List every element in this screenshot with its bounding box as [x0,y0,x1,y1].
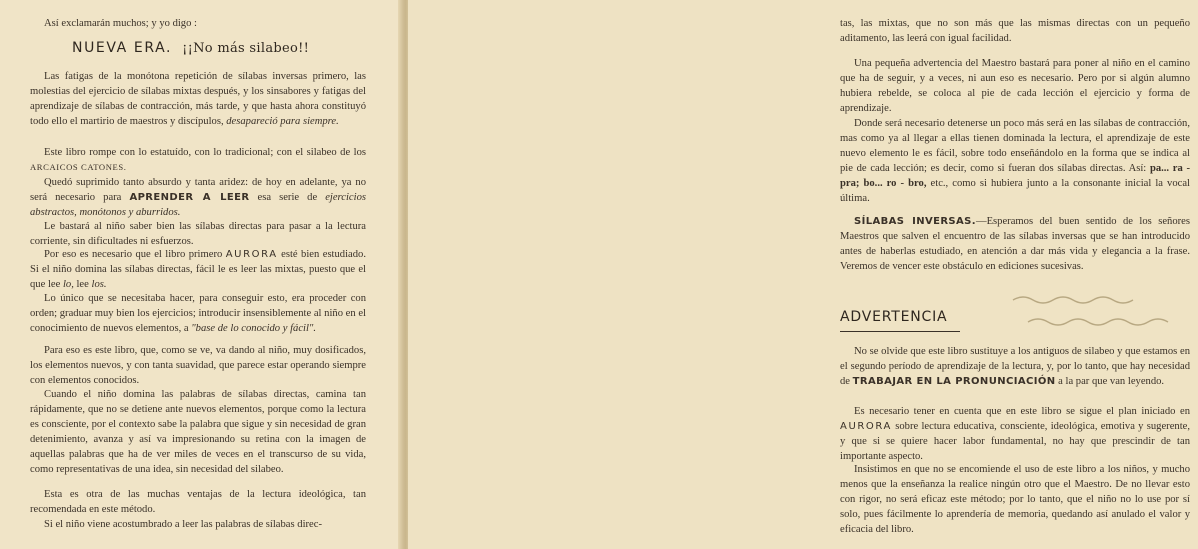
paragraph-8: Cuando el niño domina las palabras de sílabas directas, camina tan rápidamente, que no se detiene ante nuevos elementos, porque como la lectura es consciente, por el contexto sabe la palabra que sigue y sin necesidad de gran detenimiento, avanza y así va impresionando su retina con la imagen de aquellas palabras que ha de ver miles de veces en el transcurso de su vida, como representativas de una idea, sin necesidad del silabeo. [30,389,366,476]
paragraph-1: Las fatigas de la monótona repetición de sílabas inversas primero, las molestias del ejercicio de sílabas mixtas después, y los sinsabores y fatigas del aprendizaje de sílabas de contracción, más tarde, y que hasta ahora constituyó todo ello el martirio de maestros y discípulos, desapareció para siempre. [30,71,366,128]
page-heading [72,40,309,56]
paragraph-9: Esta es otra de las muchas ventajas de la lectura ideológica, tan recomendada en este método. [30,489,366,516]
paragraph-r4: SÍLABAS INVERSAS.—Esperamos del buen sentido de los señores Maestros que salven el encuentro de las sílabas inversas que se han introducido antes de haberlas estudiado, en atención a dar más vida y elegancia a la frase. Veremos de vencer este obstáculo en ediciones sucesivas. [840,216,1190,273]
left-page [0,0,402,549]
syllables-inverse-label: SÍLABAS INVERSAS. [854,216,976,227]
paragraph-2: Este libro rompe con lo estatuído, con lo tradicional; con el silabeo de los ARCAICOS CATONES. [30,147,366,173]
paragraph-5: Por eso es necesario que el libro primero AURORA esté bien estudiado. Si el niño domina las sílabas directas, fácil le es leer las mixtas, puesto que el que lee lo, lee los. [30,249,366,291]
paragraph-10: Si el niño viene acostumbrado a leer las palabras de sílabas direc- [44,519,322,530]
paragraph-4: Le bastará al niño saber bien las sílabas directas para pasar a la lectura corriente, sin dificultades ni esfuerzos. [30,221,366,248]
heading-main: NUEVA ERA. [72,40,173,56]
right-page [408,0,1190,549]
paragraph-r1: tas, las mixtas, que no son más que las mismas directas con un pequeño aditamento, las leerá con igual facilidad. [840,18,1190,45]
paragraph-r5: No se olvide que este libro sustituye a los antiguos de silabeo y que estamos en el segundo período de aprendizaje de la lectura, y, por lo tanto, que hay necesidad de TRABAJAR EN LA PRONUNCIACIÓN a la par que van leyendo. [840,346,1190,388]
paragraph-3: Quedó suprimido tanto absurdo y tanta aridez: de hoy en adelante, ya no será necesario para APRENDER A LEER esa serie de ejercicios abstractos, monótonos y aburridos. [30,177,366,219]
paragraph-6: Lo único que se necesitaba hacer, para conseguir esto, era proceder con orden; graduar muy bien los ejercicios; introducir insensiblemente al niño en el conocimiento de nuevos elementos, a "base de lo conocido y fácil". [30,293,366,335]
paragraph-r6: Es necesario tener en cuenta que en este libro se sigue el plan iniciado en AURORA sobre lectura educativa, consciente, ideológica, emotiva y sugerente, y que si se quiere hacer labor fundamental, no hay que prescindir de tan importante aspecto. [840,406,1190,463]
heading-underline [840,331,960,332]
paragraph-7: Para eso es este libro, que, como se ve, va dando al niño, muy dosificados, los elementos nuevos, y con tanta suavidad, que parece estar operando siempre con elementos conocidos. [30,345,366,387]
paragraph-r7: Insistimos en que no se encomiende el uso de este libro a los niños, y mucho menos que la enseñanza la realice ningún otro que el Maestro. De no llevar esto con rigor, no será eficaz este método; por lo tanto, que el niño no lo use por sí solo, pues fácilmente lo aprendería de memoria, quedando así anulado el valor y eficacia del libro. [840,464,1190,536]
advertencia-heading: ADVERTENCIA [840,309,948,325]
paragraph-r2: Una pequeña advertencia del Maestro bastará para poner al niño en el camino que ha de seguir, y a veces, ni aun eso es necesario. Pero por si algún alumno hubiera rebelde, se coloca al pie de cada lección el ejercicio y forma de aprendizaje. [840,58,1190,115]
decorative-squiggle [1008,290,1198,330]
paragraph-r3: Donde será necesario detenerse un poco más será en las sílabas de contracción, mas como ya al llegar a ellas tienen dominada la lectura, el aprendizaje de este nuevo elemento le es fácil, sobre todo enseñándolo en la forma que se indica al pie de cada lección; es decir, como si fueran dos sílabas directas. Así: pa... ra - pra; bo... ro - bro, etc., como si hubiera junto a la consonante inicial la vocal última. [840,118,1190,205]
heading-sub: ¡¡No más silabeo!! [182,41,310,56]
intro-line: Así exclamarán muchos; y yo digo : [44,18,197,29]
